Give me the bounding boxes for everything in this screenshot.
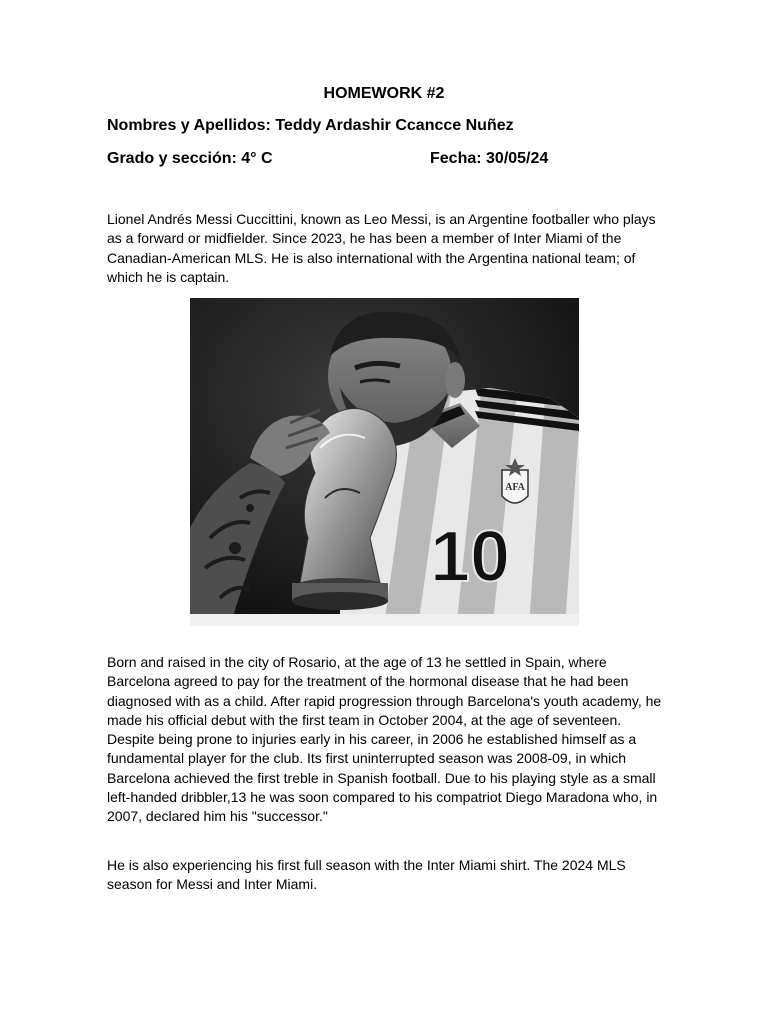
messi-world-cup-photo bbox=[190, 298, 579, 626]
names-field: Nombres y Apellidos: Teddy Ardashir Ccancce Nuñez bbox=[107, 117, 514, 134]
jersey-number: 10 bbox=[429, 517, 511, 597]
date-field: Fecha: 30/05/24 bbox=[430, 150, 549, 167]
inter-miami-paragraph: He is also experiencing his first full season with the Inter Miami shirt. The 2024 MLS season for Messi and Inter Miami. bbox=[107, 857, 626, 893]
grade-section-field: Grado y sección: 4° C bbox=[107, 150, 273, 167]
biography-paragraph: Born and raised in the city of Rosario, at the age of 13 he settled in Spain, where Barcelona agreed to pay for the treatment of the hormonal disease that he had been diagnosed with as a child. After rapid progression through Barcelona's youth academy, he made his official debut with the first team in October 2004, at the age of seventeen. Despite being prone to injuries early in his career, in 2006 he established himself as a fundamental player for the club. Its first uninterrupted season was 2008-09, in which Barcelona achieved the first treble in Spanish football. Due to his playing style as a small left-handed dribbler,13 he was soon compared to his compatriot Diego Maradona who, in 2007, declared him his "successor." bbox=[107, 654, 662, 825]
afa-crest-text: AFA bbox=[505, 482, 525, 493]
intro-paragraph: Lionel Andrés Messi Cuccittini, known as Leo Messi, is an Argentine footballer who plays as a forward or midfielder. Since 2023, he has been a member of Inter Miami of the Canadian-American MLS. He is also international with the Argentina national team; of which he is captain. bbox=[107, 211, 656, 285]
document-title: HOMEWORK #2 bbox=[323, 85, 445, 102]
